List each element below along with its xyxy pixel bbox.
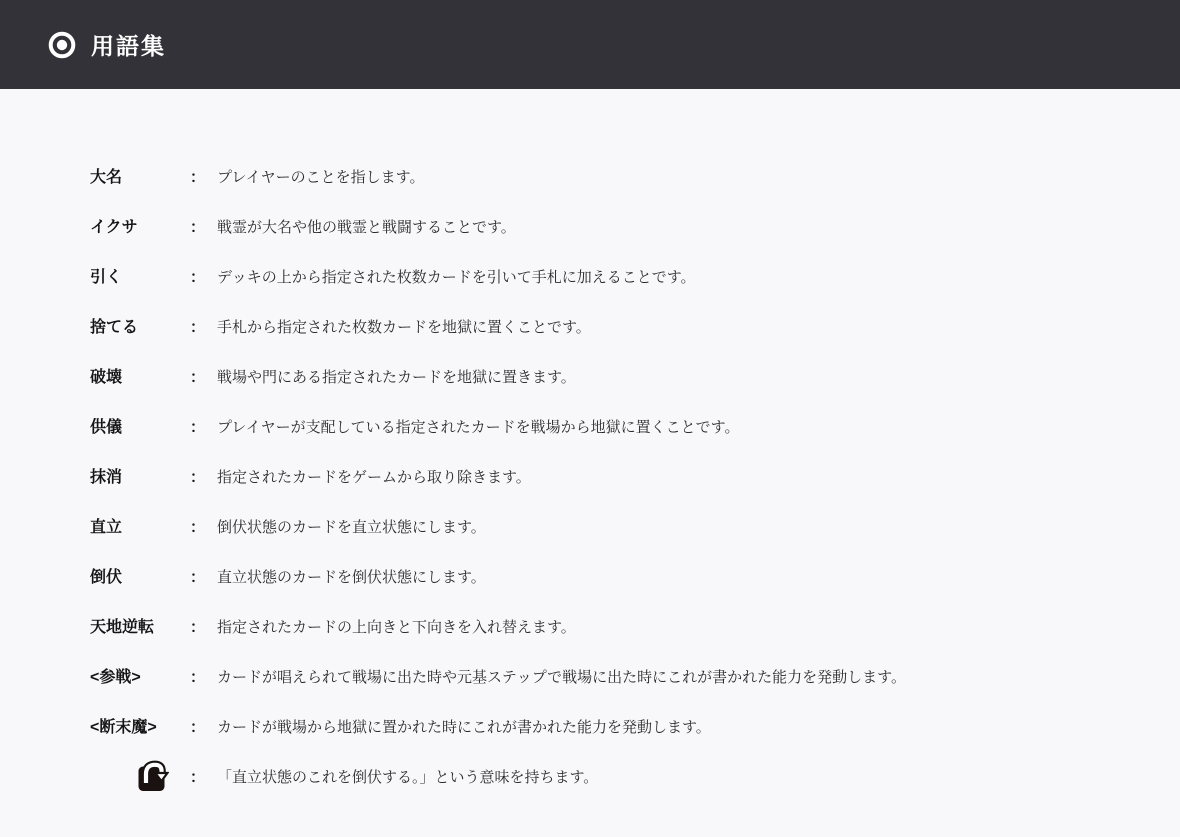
target-icon: [48, 31, 76, 59]
glossary-row: [90, 768, 1140, 818]
glossary-row: [90, 268, 1140, 318]
glossary-definition: 戦霊が大名や他の戦霊と戦闘することです。: [217, 219, 516, 236]
glossary-row: [90, 218, 1140, 268]
term-cell: [90, 318, 190, 338]
glossary-term: 引く: [90, 269, 123, 286]
glossary-term: 直立: [90, 519, 123, 536]
glossary-term: <参戦>: [90, 669, 141, 686]
glossary-list: [90, 168, 1140, 818]
colon-separator: ：: [190, 219, 206, 236]
glossary-term: 大名: [90, 169, 123, 186]
glossary-term: 破壊: [90, 369, 123, 386]
glossary-term: 倒伏: [90, 569, 123, 586]
glossary-row: [90, 718, 1140, 768]
colon-separator: ：: [190, 769, 206, 786]
term-cell: [90, 218, 190, 238]
colon-separator: ：: [190, 619, 206, 636]
colon-separator: ：: [190, 269, 206, 286]
colon-separator: ：: [190, 169, 206, 186]
glossary-definition: 「直立状態のこれを倒伏する。」という意味を持ちます。: [217, 769, 599, 786]
colon-separator: ：: [190, 719, 206, 736]
term-cell: [90, 618, 190, 638]
glossary-definition: プレイヤーが支配している指定されたカードを戦場から地獄に置くことです。: [217, 419, 740, 436]
tap-icon: [138, 758, 169, 792]
colon-separator: ：: [190, 569, 206, 586]
glossary-row: [90, 418, 1140, 468]
glossary-row: [90, 468, 1140, 518]
glossary-term: 供儀: [90, 419, 123, 436]
glossary-row: [90, 318, 1140, 368]
glossary-row: [90, 518, 1140, 568]
glossary-row: [90, 168, 1140, 218]
term-cell: [90, 268, 190, 288]
glossary-row: [90, 668, 1140, 718]
term-cell: [90, 418, 190, 438]
colon-separator: ：: [190, 369, 206, 386]
glossary-definition: 倒伏状態のカードを直立状態にします。: [217, 519, 486, 536]
colon-separator: ：: [190, 419, 206, 436]
term-cell: [90, 368, 190, 388]
glossary-term: 抹消: [90, 469, 123, 486]
page-title: 用語集: [91, 33, 166, 59]
colon-separator: ：: [190, 319, 206, 336]
glossary-term: イクサ: [90, 219, 138, 236]
term-cell: [90, 168, 190, 188]
glossary-definition: デッキの上から指定された枚数カードを引いて手札に加えることです。: [217, 269, 696, 286]
glossary-definition: 手札から指定された枚数カードを地獄に置くことです。: [217, 319, 591, 336]
glossary-definition: 指定されたカードの上向きと下向きを入れ替えます。: [217, 619, 576, 636]
glossary-definition: カードが唱えられて戦場に出た時や元基ステップで戦場に出た時にこれが書かれた能力を発動します。: [217, 669, 906, 686]
glossary-row: [90, 368, 1140, 418]
glossary-definition: 直立状態のカードを倒伏状態にします。: [217, 569, 486, 586]
term-cell: [90, 568, 190, 588]
glossary-term: 捨てる: [90, 319, 139, 336]
glossary-definition: カードが戦場から地獄に置かれた時にこれが書かれた能力を発動します。: [217, 719, 711, 736]
glossary-row: [90, 568, 1140, 618]
glossary-definition: 指定されたカードをゲームから取り除きます。: [217, 469, 531, 486]
colon-separator: ：: [190, 669, 206, 686]
glossary-definition: プレイヤーのことを指します。: [217, 169, 425, 186]
glossary-row: [90, 618, 1140, 668]
glossary-term: 天地逆転: [90, 619, 155, 636]
glossary-term: <断末魔>: [90, 719, 157, 736]
term-cell: [90, 768, 190, 792]
term-cell: [90, 518, 190, 538]
colon-separator: ：: [190, 519, 206, 536]
term-cell: [90, 718, 190, 738]
term-cell: [90, 468, 190, 488]
glossary-section: [0, 89, 1180, 818]
colon-separator: ：: [190, 469, 206, 486]
term-cell: [90, 668, 190, 688]
header: [0, 0, 1180, 89]
glossary-definition: 戦場や門にある指定されたカードを地獄に置きます。: [217, 369, 576, 386]
